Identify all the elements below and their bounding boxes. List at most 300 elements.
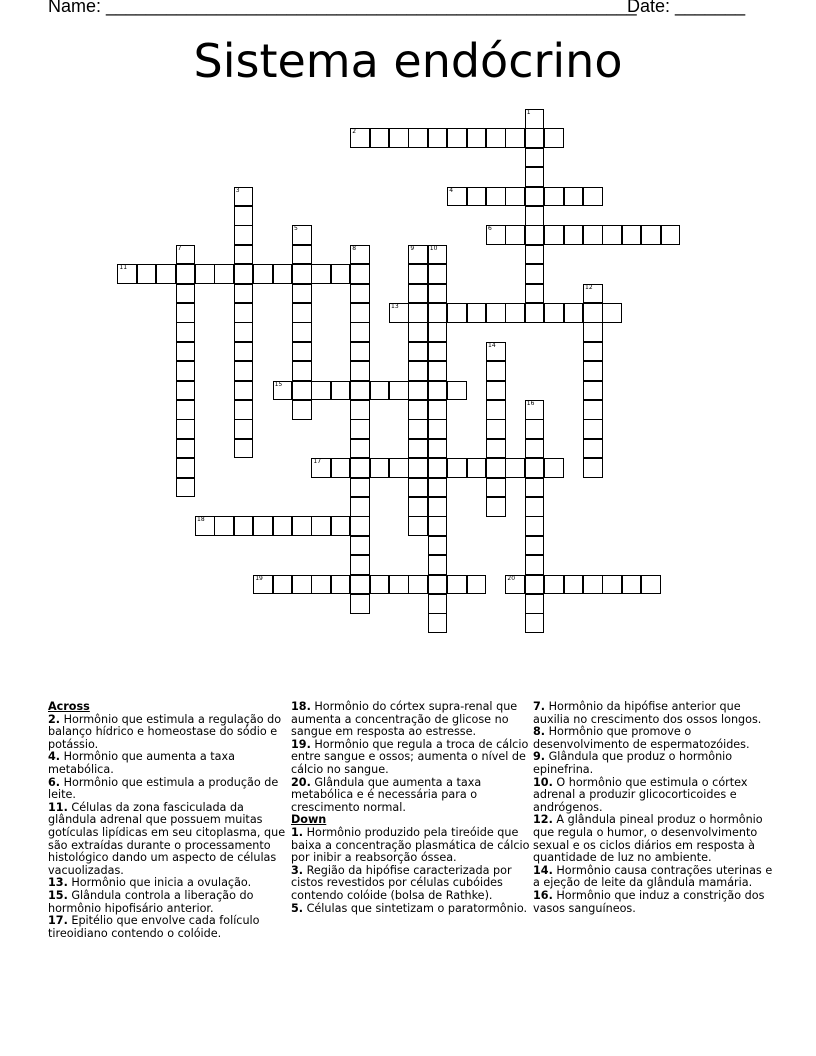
crossword-cell[interactable] (583, 322, 603, 342)
crossword-cell[interactable] (214, 516, 234, 536)
crossword-cell[interactable] (447, 303, 467, 323)
crossword-cell[interactable] (525, 400, 545, 420)
date-line: Date: _______ (627, 0, 746, 16)
crossword-cell[interactable] (176, 264, 196, 284)
crossword-cell[interactable] (350, 303, 370, 323)
crossword-cell[interactable] (525, 516, 545, 536)
crossword-cell[interactable] (253, 575, 273, 595)
clue-item (533, 726, 773, 751)
crossword-cell[interactable] (408, 245, 428, 265)
clue-item (48, 802, 288, 878)
cell-number: 15 (274, 380, 283, 388)
crossword-cell[interactable] (486, 381, 506, 401)
crossword-cell[interactable] (214, 264, 234, 284)
crossword-cell[interactable] (408, 361, 428, 381)
clue-item (48, 890, 288, 915)
crossword-cell[interactable] (486, 187, 506, 207)
clue-number: 19. (291, 737, 311, 751)
crossword-cell[interactable] (176, 381, 196, 401)
crossword-cell[interactable] (234, 361, 254, 381)
crossword-cell[interactable] (156, 264, 176, 284)
crossword-cell[interactable] (176, 478, 196, 498)
clue-number: 8. (533, 725, 546, 739)
crossword-cell[interactable] (602, 225, 622, 245)
crossword-cell[interactable] (370, 381, 390, 401)
clue-text: Hormônio que regula a troca de cálcio entre sangue e ossos; aumenta o nível de cálcio no sangue. (291, 737, 529, 776)
crossword-cell[interactable] (350, 575, 370, 595)
crossword-cell[interactable] (564, 303, 584, 323)
crossword-cell[interactable] (583, 225, 603, 245)
crossword-cell[interactable] (525, 594, 545, 614)
crossword-cell[interactable] (311, 575, 331, 595)
crossword-cell[interactable] (176, 245, 196, 265)
crossword-cell[interactable] (292, 381, 312, 401)
clue-text: Hormônio que aumenta a taxa metabólica. (48, 750, 235, 776)
crossword-cell[interactable] (544, 303, 564, 323)
crossword-cell[interactable] (350, 322, 370, 342)
crossword-cell[interactable] (428, 303, 448, 323)
crossword-cell[interactable] (525, 245, 545, 265)
crossword-cell[interactable] (428, 497, 448, 517)
clue-number: 15. (48, 888, 68, 902)
crossword-cell[interactable] (583, 361, 603, 381)
crossword-cell[interactable] (176, 439, 196, 459)
crossword-cell[interactable] (292, 342, 312, 362)
cell-number: 4 (449, 186, 454, 194)
clues-column-2 (291, 701, 531, 915)
crossword-cell[interactable] (525, 109, 545, 129)
crossword-cell[interactable] (176, 303, 196, 323)
crossword-cell[interactable] (428, 128, 448, 148)
clue-item (533, 701, 773, 726)
crossword-cell[interactable] (486, 419, 506, 439)
clue-text: Hormônio causa contrações uterinas e a ejeção de leite da glândula mamária. (533, 863, 773, 890)
cell-number: 16 (526, 400, 535, 407)
crossword-cell[interactable] (311, 458, 331, 478)
crossword-cell[interactable] (486, 400, 506, 420)
crossword-cell[interactable] (525, 497, 545, 517)
clue-number: 6. (48, 775, 61, 789)
crossword-cell[interactable] (583, 303, 603, 323)
clue-number: 7. (533, 700, 546, 713)
crossword-cell[interactable] (350, 381, 370, 401)
clue-number: 9. (533, 750, 546, 764)
clues-column-3 (533, 701, 773, 915)
cell-number: 2 (352, 128, 357, 136)
crossword-cell[interactable] (486, 303, 506, 323)
crossword-cell[interactable] (428, 613, 448, 633)
clue-item (291, 739, 531, 777)
page-title: Sistema endócrino (193, 34, 623, 88)
crossword-cell[interactable] (195, 264, 215, 284)
crossword-cell[interactable] (525, 575, 545, 595)
crossword-cell[interactable] (350, 342, 370, 362)
crossword-cell[interactable] (350, 555, 370, 575)
crossword-cell[interactable] (525, 187, 545, 207)
crossword-cell[interactable] (505, 303, 525, 323)
crossword-cell[interactable] (331, 516, 351, 536)
crossword-cell[interactable] (428, 419, 448, 439)
clue-text: O hormônio que estimula o córtex adrenal a produzir glicocorticoides e andrógenos. (533, 775, 748, 814)
crossword-cell[interactable] (428, 400, 448, 420)
crossword-cell[interactable] (292, 284, 312, 304)
crossword-cell[interactable] (622, 225, 642, 245)
crossword-cell[interactable] (350, 439, 370, 459)
crossword-cell[interactable] (428, 245, 448, 265)
clue-item (48, 751, 288, 776)
clue-text: Região da hipófise caracterizada por cistos revestidos por células cubóides contendo colóide (bolsa de Rathke). (291, 863, 512, 902)
crossword-cell[interactable] (292, 400, 312, 420)
crossword-cell[interactable] (525, 128, 545, 148)
crossword-cell[interactable] (273, 264, 293, 284)
crossword-cell[interactable] (428, 342, 448, 362)
crossword-cell[interactable] (525, 148, 545, 168)
clue-number: 3. (291, 863, 304, 877)
crossword-cell[interactable] (234, 264, 254, 284)
crossword-cell[interactable] (350, 478, 370, 498)
crossword-cell[interactable] (467, 303, 487, 323)
crossword-cell[interactable] (583, 458, 603, 478)
crossword-cell[interactable] (234, 419, 254, 439)
crossword-cell[interactable] (428, 594, 448, 614)
cell-number: 9 (410, 244, 415, 252)
crossword-cell[interactable] (350, 361, 370, 381)
crossword-cell[interactable] (273, 516, 293, 536)
clue-text: Hormônio que inicia a ovulação. (67, 876, 252, 890)
crossword-cell[interactable] (389, 575, 409, 595)
clue-number: 17. (48, 914, 68, 928)
crossword-cell[interactable] (486, 342, 506, 362)
crossword-cell[interactable] (234, 400, 254, 420)
clue-item (291, 865, 531, 903)
crossword-cell[interactable] (467, 128, 487, 148)
crossword-cell[interactable] (525, 264, 545, 284)
crossword-cell[interactable] (234, 206, 254, 226)
crossword-cell[interactable] (292, 516, 312, 536)
clue-number: 11. (48, 800, 68, 814)
clue-text: Glândula controla a liberação do hormônio hipofisário anterior. (48, 888, 254, 915)
crossword-cell[interactable] (583, 284, 603, 304)
crossword-cell[interactable] (176, 400, 196, 420)
crossword-cell[interactable] (583, 400, 603, 420)
crossword-cell[interactable] (389, 128, 409, 148)
crossword-cell[interactable] (234, 303, 254, 323)
crossword-cell[interactable] (311, 381, 331, 401)
crossword-cell[interactable] (602, 575, 622, 595)
crossword-cell[interactable] (641, 575, 661, 595)
crossword-cell[interactable] (370, 575, 390, 595)
clue-text: Glândula que aumenta a taxa metabólica e é necessária para o crescimento normal. (291, 775, 482, 814)
clues-column-1 (48, 701, 288, 940)
crossword-cell[interactable] (661, 225, 681, 245)
crossword-cell[interactable] (350, 497, 370, 517)
crossword-cell[interactable] (583, 342, 603, 362)
crossword-cell[interactable] (408, 458, 428, 478)
clue-number: 5. (291, 901, 304, 915)
clue-item (533, 865, 773, 890)
crossword-cell[interactable] (408, 575, 428, 595)
crossword-cell[interactable] (408, 322, 428, 342)
clue-item (291, 827, 531, 865)
crossword-cell[interactable] (486, 225, 506, 245)
crossword-cell[interactable] (408, 497, 428, 517)
crossword-cell[interactable] (408, 478, 428, 498)
clue-item (533, 777, 773, 815)
clue-text: Hormônio que estimula a regulação do balanço hídrico e homeostase do sódio e potássio. (48, 712, 282, 751)
crossword-cell[interactable] (428, 536, 448, 556)
clue-item (533, 890, 773, 915)
crossword-cell[interactable] (350, 594, 370, 614)
crossword-cell[interactable] (467, 575, 487, 595)
crossword-cell[interactable] (544, 128, 564, 148)
crossword-cell[interactable] (408, 284, 428, 304)
down-heading: Down (291, 813, 327, 827)
cell-number: 12 (585, 283, 593, 291)
crossword-cell[interactable] (486, 128, 506, 148)
crossword-cell[interactable] (428, 381, 448, 401)
crossword-cell[interactable] (428, 284, 448, 304)
crossword-cell[interactable] (486, 458, 506, 478)
clue-text: Hormônio do córtex supra-renal que aumenta a concentração de glicose no sangue em resposta ao estresse. (291, 700, 518, 739)
crossword-cell[interactable] (273, 575, 293, 595)
crossword-cell[interactable] (428, 458, 448, 478)
crossword-cell[interactable] (331, 381, 351, 401)
crossword-cell[interactable] (234, 439, 254, 459)
crossword-cell[interactable] (525, 478, 545, 498)
crossword-cell[interactable] (428, 516, 448, 536)
crossword-cell[interactable] (505, 575, 525, 595)
clue-text: Células da zona fasciculada da glândula adrenal que possuem muitas gotículas lipídicas em seu citoplasma, que são extraídas durante o processamento histológico dando um aspecto de células vacuolizadas. (48, 800, 286, 877)
crossword-cell[interactable] (583, 575, 603, 595)
crossword-cell[interactable] (525, 555, 545, 575)
clue-number: 13. (48, 876, 68, 890)
clue-item (48, 714, 288, 752)
cell-number: 19 (255, 574, 263, 582)
crossword-cell[interactable] (117, 264, 137, 284)
crossword-cell[interactable] (331, 575, 351, 595)
crossword-cell[interactable] (486, 439, 506, 459)
crossword-cell[interactable] (311, 264, 331, 284)
crossword-cell[interactable] (350, 516, 370, 536)
crossword-cell[interactable] (234, 225, 254, 245)
crossword-cell[interactable] (525, 206, 545, 226)
crossword-cell[interactable] (525, 284, 545, 304)
clue-text: Hormônio que estimula a produção de leite. (48, 775, 279, 802)
clue-item (48, 915, 288, 940)
crossword-cell[interactable] (176, 361, 196, 381)
crossword-cell[interactable] (292, 322, 312, 342)
cell-number: 17 (313, 458, 322, 466)
clue-number: 20. (291, 775, 311, 789)
clue-number: 18. (291, 700, 311, 713)
crossword-cell[interactable] (176, 284, 196, 304)
crossword-cell[interactable] (408, 439, 428, 459)
crossword-cell[interactable] (583, 381, 603, 401)
crossword-cell[interactable] (234, 284, 254, 304)
crossword-cell[interactable] (544, 187, 564, 207)
crossword-cell[interactable] (408, 400, 428, 420)
crossword-cell[interactable] (176, 342, 196, 362)
crossword-cell[interactable] (234, 245, 254, 265)
clue-text: Hormônio que induz a constrição dos vasos sanguíneos. (533, 888, 765, 915)
crossword-cell[interactable] (408, 516, 428, 536)
clue-number: 1. (291, 825, 304, 839)
crossword-cell[interactable] (292, 264, 312, 284)
crossword-cell[interactable] (389, 381, 409, 401)
crossword-cell[interactable] (622, 575, 642, 595)
crossword-cell[interactable] (525, 439, 545, 459)
crossword-cell[interactable] (292, 303, 312, 323)
crossword-cell[interactable] (486, 497, 506, 517)
cell-number: 20 (507, 574, 516, 582)
crossword-cell[interactable] (350, 128, 370, 148)
crossword-cell[interactable] (602, 303, 622, 323)
crossword-cell[interactable] (544, 225, 564, 245)
crossword-cell[interactable] (447, 458, 467, 478)
crossword-cell[interactable] (253, 264, 273, 284)
crossword-cell[interactable] (408, 264, 428, 284)
crossword-cell[interactable] (389, 458, 409, 478)
crossword-cell[interactable] (331, 264, 351, 284)
crossword-cell[interactable] (525, 303, 545, 323)
crossword-cell[interactable] (234, 381, 254, 401)
crossword-cell[interactable] (350, 419, 370, 439)
crossword-cell[interactable] (486, 361, 506, 381)
crossword-cell[interactable] (583, 187, 603, 207)
crossword-cell[interactable] (292, 225, 312, 245)
crossword-cell[interactable] (564, 225, 584, 245)
crossword-cell[interactable] (370, 128, 390, 148)
crossword-cell[interactable] (583, 419, 603, 439)
crossword-cell[interactable] (234, 322, 254, 342)
clue-text: Hormônio da hipófise anterior que auxilia no crescimento dos ossos longos. (533, 700, 762, 726)
crossword-cell[interactable] (525, 225, 545, 245)
crossword-cell[interactable] (350, 536, 370, 556)
crossword-cell[interactable] (137, 264, 157, 284)
crossword-cell[interactable] (544, 575, 564, 595)
crossword-cell[interactable] (176, 458, 196, 478)
crossword-cell[interactable] (428, 439, 448, 459)
crossword-cell[interactable] (292, 245, 312, 265)
cell-number: 1 (526, 109, 531, 116)
crossword-cell[interactable] (447, 381, 467, 401)
crossword-cell[interactable] (350, 400, 370, 420)
clue-text: A glândula pineal produz o hormônio que regula o humor, o desenvolvimento sexual e os ciclos diários em resposta à quantidade de luz no ambiente. (533, 813, 763, 865)
crossword-cell[interactable] (447, 187, 467, 207)
crossword-cell[interactable] (544, 458, 564, 478)
crossword-cell[interactable] (331, 458, 351, 478)
crossword-cell[interactable] (176, 419, 196, 439)
crossword-cell[interactable] (525, 458, 545, 478)
crossword-cell[interactable] (505, 128, 525, 148)
cell-number: 10 (429, 244, 438, 252)
name-line: Name: _____________________________________________________ (48, 0, 637, 16)
crossword-cell[interactable] (273, 381, 293, 401)
crossword-cell[interactable] (408, 342, 428, 362)
crossword-cell[interactable] (467, 187, 487, 207)
crossword-cell[interactable] (428, 264, 448, 284)
crossword-cell[interactable] (253, 516, 273, 536)
clue-number: 16. (533, 888, 553, 902)
crossword-cell[interactable] (428, 555, 448, 575)
cell-number: 7 (177, 244, 182, 252)
crossword-cell[interactable] (564, 575, 584, 595)
crossword-cell[interactable] (311, 516, 331, 536)
crossword-cell[interactable] (408, 419, 428, 439)
crossword-cell[interactable] (292, 575, 312, 595)
clue-number: 12. (533, 813, 553, 827)
crossword-cell[interactable] (350, 458, 370, 478)
crossword-cell[interactable] (505, 225, 525, 245)
cell-number: 11 (119, 264, 128, 272)
cell-number: 8 (352, 244, 357, 252)
crossword-cell[interactable] (525, 536, 545, 556)
crossword-cell[interactable] (505, 458, 525, 478)
crossword-cell[interactable] (486, 478, 506, 498)
across-heading: Across (48, 700, 90, 713)
crossword-cell[interactable] (234, 516, 254, 536)
clue-text: Hormônio que promove o desenvolvimento de espermatozóides. (533, 725, 750, 751)
cell-number: 3 (235, 186, 240, 194)
clue-number: 4. (48, 750, 61, 764)
clue-text: Células que sintetizam o paratormônio. (303, 901, 528, 915)
clue-item (291, 777, 531, 815)
crossword-cell[interactable] (428, 361, 448, 381)
crossword-cell[interactable] (525, 613, 545, 633)
crossword-cell[interactable] (234, 187, 254, 207)
crossword-cell[interactable] (467, 458, 487, 478)
crossword-cell[interactable] (428, 478, 448, 498)
crossword-cell[interactable] (408, 128, 428, 148)
clue-text: Epitélio que envolve cada folículo tireoidiano contendo o colóide. (48, 914, 260, 940)
crossword-cell[interactable] (408, 303, 428, 323)
crossword-cell[interactable] (370, 458, 390, 478)
crossword-cell[interactable] (195, 516, 215, 536)
clue-number: 2. (48, 712, 61, 726)
cell-number: 5 (294, 225, 298, 233)
crossword-cell[interactable] (234, 342, 254, 362)
crossword-cell[interactable] (505, 187, 525, 207)
crossword-cell[interactable] (564, 187, 584, 207)
crossword-cell[interactable] (408, 381, 428, 401)
crossword-cell[interactable] (350, 284, 370, 304)
crossword-cell[interactable] (176, 322, 196, 342)
down-clue-list-continued (533, 701, 773, 915)
crossword-cell[interactable] (447, 575, 467, 595)
crossword-cell[interactable] (525, 419, 545, 439)
crossword-cell[interactable] (525, 167, 545, 187)
clue-text: Glândula que produz o hormônio epinefrina. (533, 750, 733, 776)
crossword-cell[interactable] (350, 264, 370, 284)
crossword-cell[interactable] (389, 303, 409, 323)
clue-item (533, 751, 773, 776)
crossword-cell[interactable] (350, 245, 370, 265)
cell-number: 18 (197, 516, 205, 524)
crossword-cell[interactable] (447, 128, 467, 148)
clue-item (291, 903, 531, 916)
across-clue-list-continued (291, 701, 531, 814)
cell-number: 14 (488, 341, 496, 349)
crossword-cell[interactable] (583, 439, 603, 459)
down-clue-list (291, 827, 531, 915)
clue-item (291, 701, 531, 739)
clue-item (533, 814, 773, 864)
crossword-cell[interactable] (292, 361, 312, 381)
cell-number: 6 (488, 225, 492, 233)
crossword-cell[interactable] (428, 322, 448, 342)
crossword-cell[interactable] (428, 575, 448, 595)
crossword-cell[interactable] (641, 225, 661, 245)
